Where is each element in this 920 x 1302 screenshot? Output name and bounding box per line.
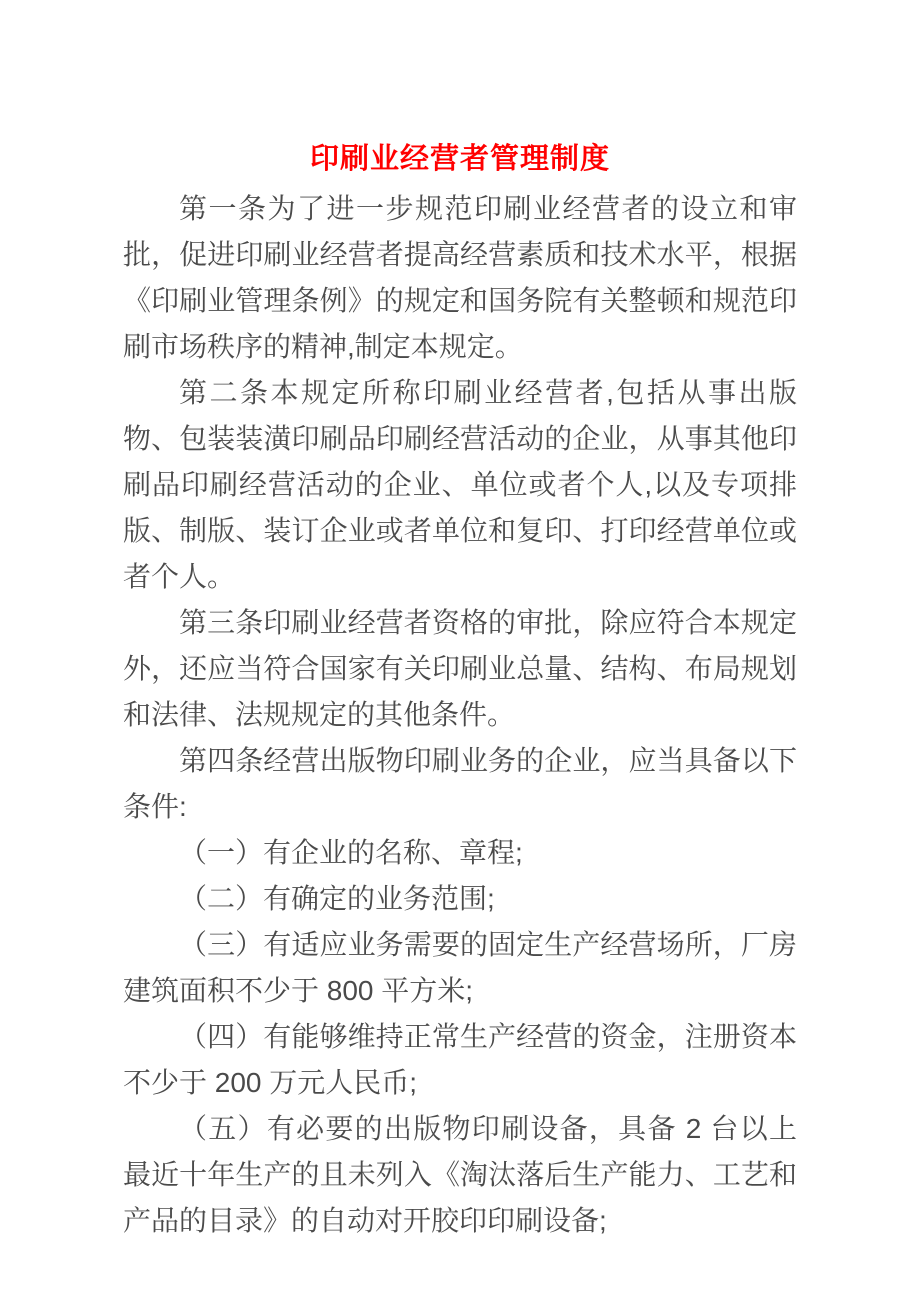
- paragraph-item-4: （四）有能够维持正常生产经营的资金，注册资本不少于 200 万元人民币;: [123, 1021, 797, 1098]
- paragraph-article-3: 第三条印刷业经营者资格的审批，除应符合本规定外，还应当符合国家有关印刷业总量、结构、布局规划和法律、法规规定的其他条件。: [123, 607, 797, 730]
- paragraph-article-4: 第四条经营出版物印刷业务的企业，应当具备以下条件:: [123, 745, 797, 822]
- paragraph-item-3: （三）有适应业务需要的固定生产经营场所，厂房建筑面积不少于 800 平方米;: [123, 929, 797, 1006]
- paragraph-item-2: （二）有确定的业务范围;: [179, 883, 495, 914]
- paragraph-item-5: （五）有必要的出版物印刷设备，具备 2 台以上最近十年生产的且未列入《淘汰落后生产能力、工艺和产品的目录》的自动对开胶印印刷设备;: [123, 1113, 797, 1236]
- paragraph-article-2: 第二条本规定所称印刷业经营者,包括从事出版物、包装装潢印刷品印刷经营活动的企业，从事其他印刷品印刷经营活动的企业、单位或者个人,以及专项排版、制版、装订企业或者单位和复印、打印经营单位或者个人。: [123, 377, 797, 592]
- paragraph-article-1: 第一条为了进一步规范印刷业经营者的设立和审批，促进印刷业经营者提高经营素质和技术水平，根据《印刷业管理条例》的规定和国务院有关整顿和规范印刷市场秩序的精神,制定本规定。: [123, 193, 797, 362]
- document-title: 印刷业经营者管理制度: [309, 143, 610, 175]
- paragraph-item-1: （一）有企业的名称、章程;: [179, 837, 523, 868]
